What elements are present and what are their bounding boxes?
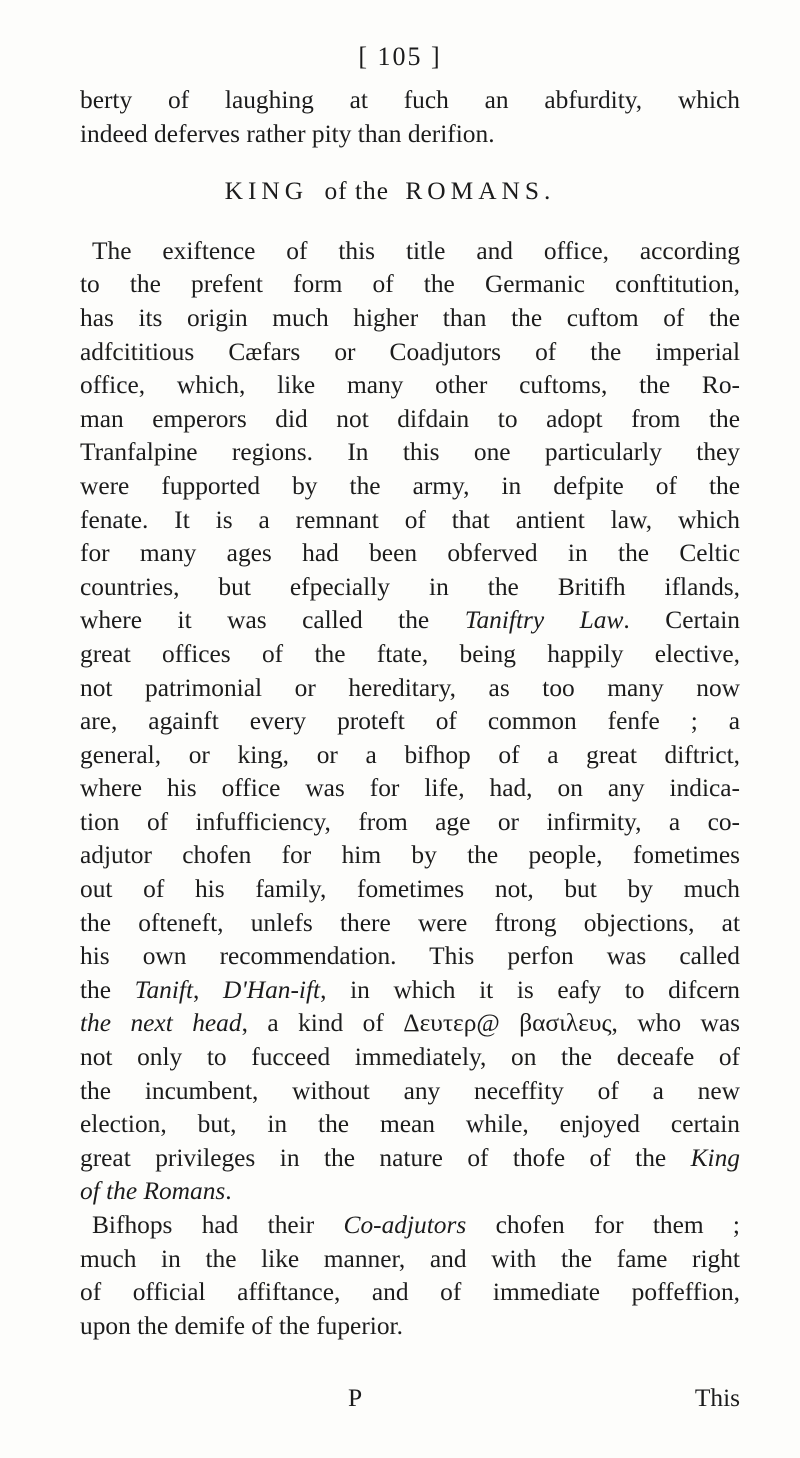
text-segment: great offices of the ftate, being happily elective,	[80, 639, 740, 668]
text-segment: .	[225, 1177, 232, 1206]
text-line	[80, 604, 740, 638]
heading-word: ROMANS.	[405, 177, 556, 206]
text-line	[80, 268, 740, 302]
text-segment: where his office was for life, had, on any indica-	[80, 774, 740, 803]
text-segment: , in which it is eafy to difcern	[320, 975, 741, 1004]
text-line	[80, 1276, 740, 1310]
text-segment: not patrimonial or hereditary, as too many now	[80, 673, 740, 702]
text-line	[80, 1209, 740, 1243]
text-segment: general, or king, or a bifhop of a great diftrict,	[80, 740, 740, 769]
text-line: berty of laughing at fuch an abfurdity, which	[80, 86, 740, 114]
signature-mark: P	[348, 1384, 363, 1412]
text-segment: chofen for them ;	[466, 1211, 740, 1239]
text-segment: not only to fucceed immediately, on the deceafe of	[80, 1043, 740, 1072]
text-segment: Tranfalpine regions. In this one particularly they	[80, 438, 740, 467]
text-line	[80, 974, 740, 1008]
text-line	[80, 436, 740, 470]
text-segment: adjutor chofen for him by the people, fometimes	[80, 841, 740, 870]
text-segment: were fupported by the army, in defpite of the	[80, 471, 740, 500]
text-segment: the	[80, 975, 135, 1004]
text-segment: has its origin much higher than the cuftom of the	[80, 303, 740, 332]
italic-text: the next head	[80, 1009, 242, 1038]
text-line	[80, 302, 740, 336]
text-segment: out of his family, fometimes not, but by much	[80, 875, 740, 904]
text-line	[80, 504, 740, 538]
text-line	[80, 235, 740, 269]
italic-text: Tanift	[134, 975, 193, 1004]
italic-text: of the Romans	[80, 1177, 226, 1206]
text-segment: much in the like manner, and with the fame right	[80, 1244, 740, 1273]
text-line	[80, 705, 740, 739]
text-line	[80, 1075, 740, 1109]
text-line	[80, 1142, 740, 1176]
text-line	[80, 537, 740, 571]
text-segment: tion of infufficiency, from age or infirmity, a co-	[80, 807, 740, 836]
catchword: This	[694, 1384, 740, 1412]
text-line	[80, 907, 740, 941]
text-segment: Bifhops had their	[92, 1211, 344, 1239]
text-segment: his own recommendation. This perfon was called	[80, 942, 740, 971]
text-segment: countries, but efpecially in the Britifh iflands,	[80, 572, 740, 601]
text-segment: man emperors did not difdain to adopt from the	[80, 404, 740, 433]
text-segment: great privileges in the nature of thofe of the	[80, 1143, 691, 1172]
italic-text: Taniftry Law	[464, 606, 624, 635]
italic-text: King	[690, 1143, 740, 1172]
text-segment: are, againft every proteft of common fenfe ; a	[80, 707, 740, 736]
text-segment: of official affiftance, and of immediate poffeffion,	[80, 1278, 740, 1307]
text-line	[80, 873, 740, 907]
text-line	[80, 638, 740, 672]
text-line	[80, 336, 740, 370]
body-text	[80, 84, 740, 1343]
text-line	[80, 672, 740, 706]
text-segment: . Certain	[623, 606, 740, 635]
text-segment: the ofteneft, unlefs there were ftrong objections, at	[80, 908, 740, 937]
text-segment: office, which, like many other cuftoms, the Ro-	[80, 371, 740, 400]
text-line	[80, 1243, 740, 1277]
text-line	[80, 470, 740, 504]
text-line	[80, 1041, 740, 1075]
text-segment: ,	[193, 975, 223, 1004]
text-line	[80, 940, 740, 974]
page-footer	[80, 1384, 740, 1418]
text-segment: , a kind of Δευτερ@ βασιλευς, who was	[241, 1009, 740, 1038]
text-line	[80, 1108, 740, 1142]
text-segment: The exiftence of this title and office, according	[92, 236, 740, 265]
text-line	[80, 839, 740, 873]
paragraph	[80, 235, 740, 1209]
paragraph	[80, 1209, 740, 1343]
text-segment: where it was called the	[80, 606, 465, 635]
text-line	[80, 369, 740, 403]
text-line	[80, 1007, 740, 1041]
text-line	[80, 1310, 740, 1344]
text-segment: for many ages had been obferved in the Celtic	[80, 539, 740, 568]
italic-text: Co-adjutors	[343, 1211, 467, 1239]
text-segment: upon the demife of the fuperior.	[80, 1311, 403, 1340]
italic-text: D'Han-ift	[222, 975, 321, 1004]
text-line	[80, 739, 740, 773]
text-segment: election, but, in the mean while, enjoyed certain	[80, 1110, 740, 1139]
section-heading	[80, 175, 740, 209]
heading-word: KING	[224, 177, 309, 206]
text-line	[80, 1175, 740, 1209]
text-segment: fenate. It is a remnant of that antient law, which	[80, 505, 740, 534]
heading-word: of the	[324, 177, 389, 206]
text-line	[80, 403, 740, 437]
page-number: [ 105 ]	[358, 42, 442, 71]
text-segment: to the prefent form of the Germanic conftitution,	[80, 270, 740, 299]
text-line	[80, 571, 740, 605]
text-line	[80, 772, 740, 806]
text-line	[80, 806, 740, 840]
text-segment: adfcititious Cæfars or Coadjutors of the imperial	[80, 337, 740, 366]
text-segment: the incumbent, without any neceffity of a new	[80, 1076, 740, 1105]
text-line: indeed deferves rather pity than derifion.	[80, 119, 495, 148]
